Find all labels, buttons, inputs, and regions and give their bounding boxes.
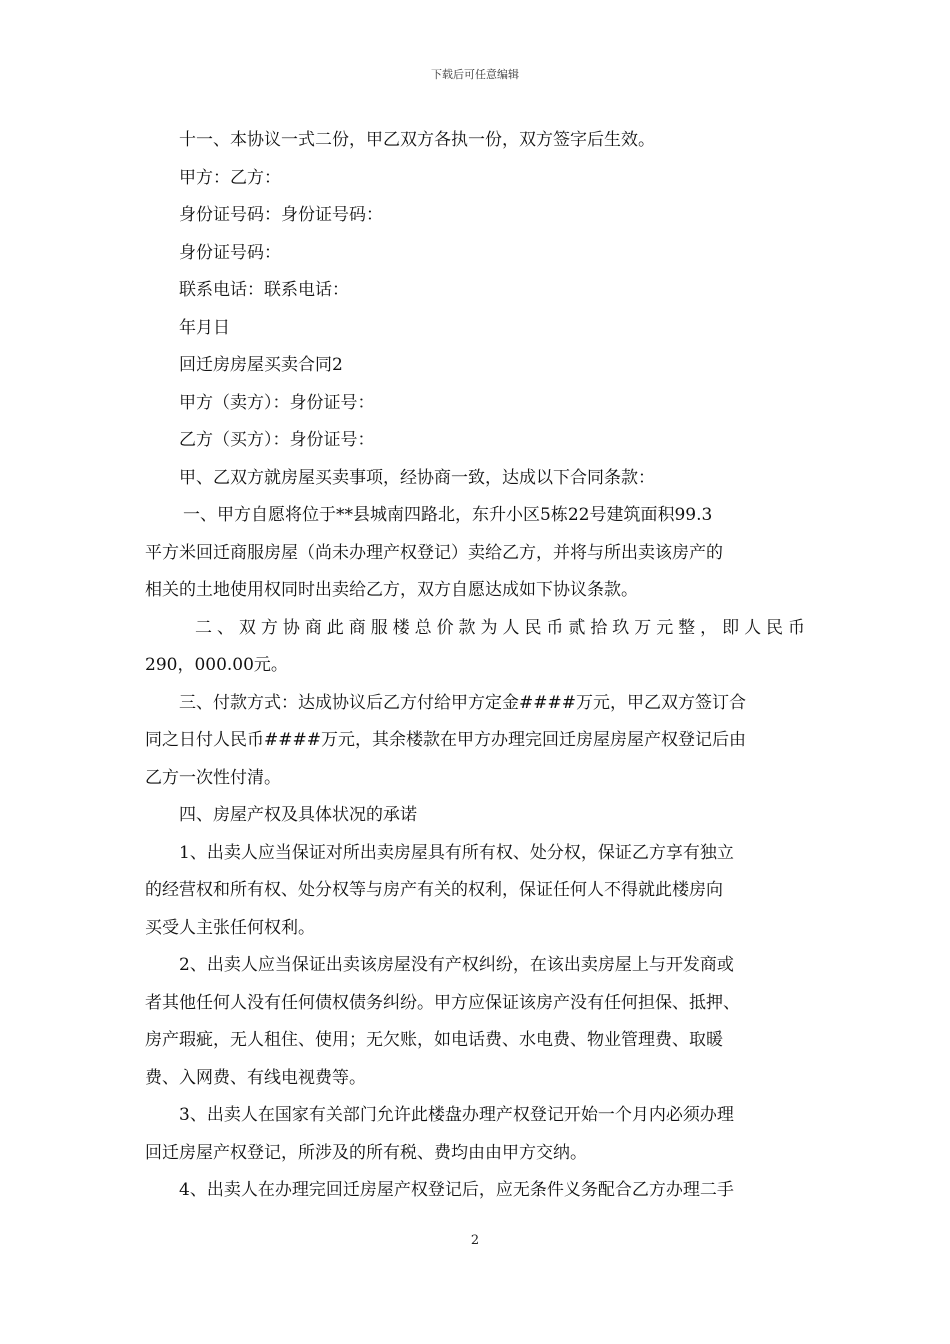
party-a-b-label: 甲方：乙方： [179, 167, 281, 188]
item-3-line: 回迁房屋产权登记，所涉及的所有税、费均由由甲方交纳。 [145, 1142, 587, 1163]
seller-label: 甲方（卖方）：身份证号： [179, 392, 375, 413]
clause-3-line: 乙方一次性付清。 [145, 767, 281, 788]
page-number: 2 [470, 1233, 480, 1248]
id-number-label: 身份证号码： [179, 242, 281, 263]
clause-2-line: 290，000.00元。 [145, 655, 288, 675]
item-3-line: 3、出卖人在国家有关部门允许此楼盘办理产权登记开始一个月内必须办理 [179, 1105, 734, 1125]
buyer-label: 乙方（买方）：身份证号： [179, 430, 375, 450]
clause-11: 十一、本协议一式二份，甲乙双方各执一份，双方签字后生效。 [179, 130, 655, 150]
page-header: 下载后可任意编辑 [431, 68, 519, 81]
document-body [145, 122, 805, 1210]
item-2-line: 者其他任何人没有任何债权债务纠纷。甲方应保证该房产没有任何担保、抵押、 [145, 992, 740, 1013]
intro-paragraph: 甲、乙双方就房屋买卖事项，经协商一致，达成以下合同条款： [179, 467, 655, 488]
item-2-line: 2、出卖人应当保证出卖该房屋没有产权纠纷，在该出卖房屋上与开发商或 [179, 955, 734, 975]
clause-3-line: 三、付款方式：达成协议后乙方付给甲方定金####万元，甲乙双方签订合 [179, 692, 746, 713]
item-1-line: 1、出卖人应当保证对所出卖房屋具有所有权、处分权，保证乙方享有独立 [179, 842, 734, 863]
clause-1-line: 一、甲方自愿将位于**县城南四路北，东升小区5栋22号建筑面积99.3 [183, 505, 713, 525]
clause-1-line: 相关的土地使用权同时出卖给乙方，双方自愿达成如下协议条款。 [145, 580, 638, 600]
item-1-line: 的经营权和所有权、处分权等与房产有关的权利，保证任何人不得就此楼房向 [145, 880, 723, 900]
clause-2-line: 二、双方协商此商服楼总价款为人民币贰拾玖万元整，即人民币 [195, 617, 805, 638]
item-1-line: 买受人主张任何权利。 [145, 917, 315, 938]
clause-4-heading: 四、房屋产权及具体状况的承诺 [179, 805, 417, 825]
contract-title: 回迁房房屋买卖合同2 [179, 355, 343, 375]
id-number-label: 身份证号码：身份证号码： [179, 205, 383, 225]
clause-3-line: 同之日付人民币####万元，其余楼款在甲方办理完回迁房屋房屋产权登记后由 [145, 730, 746, 750]
date-label: 年月日 [179, 317, 230, 338]
item-2-line: 费、入网费、有线电视费等。 [145, 1067, 366, 1088]
phone-label: 联系电话：联系电话： [179, 280, 349, 300]
item-2-line: 房产瑕疵，无人租住、使用；无欠账，如电话费、水电费、物业管理费、取暖 [145, 1030, 723, 1050]
item-4-line: 4、出卖人在办理完回迁房屋产权登记后，应无条件义务配合乙方办理二手 [179, 1180, 734, 1200]
clause-1-line: 平方米回迁商服房屋（尚未办理产权登记）卖给乙方，并将与所出卖该房产的 [145, 542, 723, 563]
